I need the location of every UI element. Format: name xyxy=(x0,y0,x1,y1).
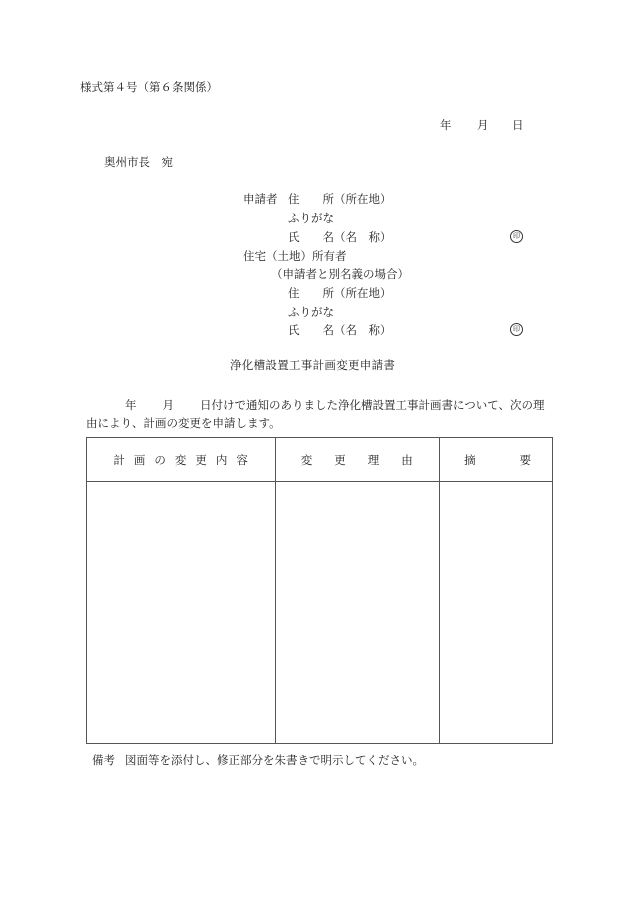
seal-icon: 印 xyxy=(510,323,523,336)
table-row xyxy=(87,482,553,744)
owner-furigana-label: ふりがな xyxy=(288,305,334,319)
body-paragraph xyxy=(86,396,556,432)
header-remarks-part1: 摘 xyxy=(464,452,476,467)
note xyxy=(92,753,424,767)
note-text: 図面等を添付し、修正部分を朱書きで明示してください。 xyxy=(125,753,424,767)
table-header-row xyxy=(87,438,553,482)
date-year-label: 年 xyxy=(440,118,452,132)
note-label: 備考 xyxy=(92,753,115,767)
body-year-label: 年 xyxy=(125,398,137,412)
header-remarks-part2: 要 xyxy=(519,452,532,467)
change-reason-cell[interactable] xyxy=(276,482,440,744)
body-text: 日付けで通知のありました浄化槽設置工事計画書について、次の理由により、計画の変更を申請します。 xyxy=(86,398,545,430)
date-month-label: 月 xyxy=(477,118,489,132)
remarks-cell[interactable] xyxy=(440,482,553,744)
header-change-content: 計画の変更内容 xyxy=(87,438,276,482)
applicant-furigana-label: ふりがな xyxy=(288,211,334,225)
change-plan-table xyxy=(86,437,553,744)
seal-icon: 印 xyxy=(510,230,523,243)
body-month-label: 月 xyxy=(162,398,174,412)
header-remarks xyxy=(440,438,553,482)
owner-address-label: 住 所（所在地） xyxy=(288,286,392,300)
applicant-name-label: 氏 名（名 称） xyxy=(288,230,392,244)
form-number: 様式第４号（第６条関係） xyxy=(80,80,218,94)
date-day-label: 日 xyxy=(512,118,524,132)
applicant-address-label: 住 所（所在地） xyxy=(288,192,392,206)
owner-condition: （申請者と別名義の場合） xyxy=(271,267,409,281)
change-content-cell[interactable] xyxy=(87,482,276,744)
header-change-reason: 変更理由 xyxy=(276,438,440,482)
document-title: 浄化槽設置工事計画変更申請書 xyxy=(230,358,396,372)
owner-label: 住宅（土地）所有者 xyxy=(243,249,347,263)
applicant-label: 申請者 xyxy=(243,192,278,206)
owner-name-label: 氏 名（名 称） xyxy=(288,323,392,337)
addressee: 奥州市長 宛 xyxy=(104,155,173,169)
